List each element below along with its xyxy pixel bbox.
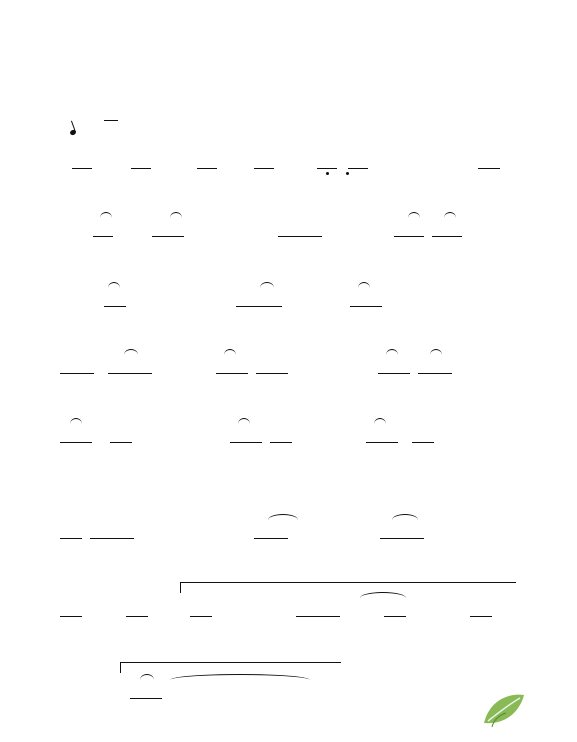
volta-bracket-2 (120, 662, 341, 673)
tempo-marking (62, 110, 77, 138)
leaf-icon (470, 670, 528, 733)
volta-bracket-1 (180, 582, 516, 593)
quarter-note-icon (69, 129, 76, 136)
time-signature (104, 83, 118, 146)
